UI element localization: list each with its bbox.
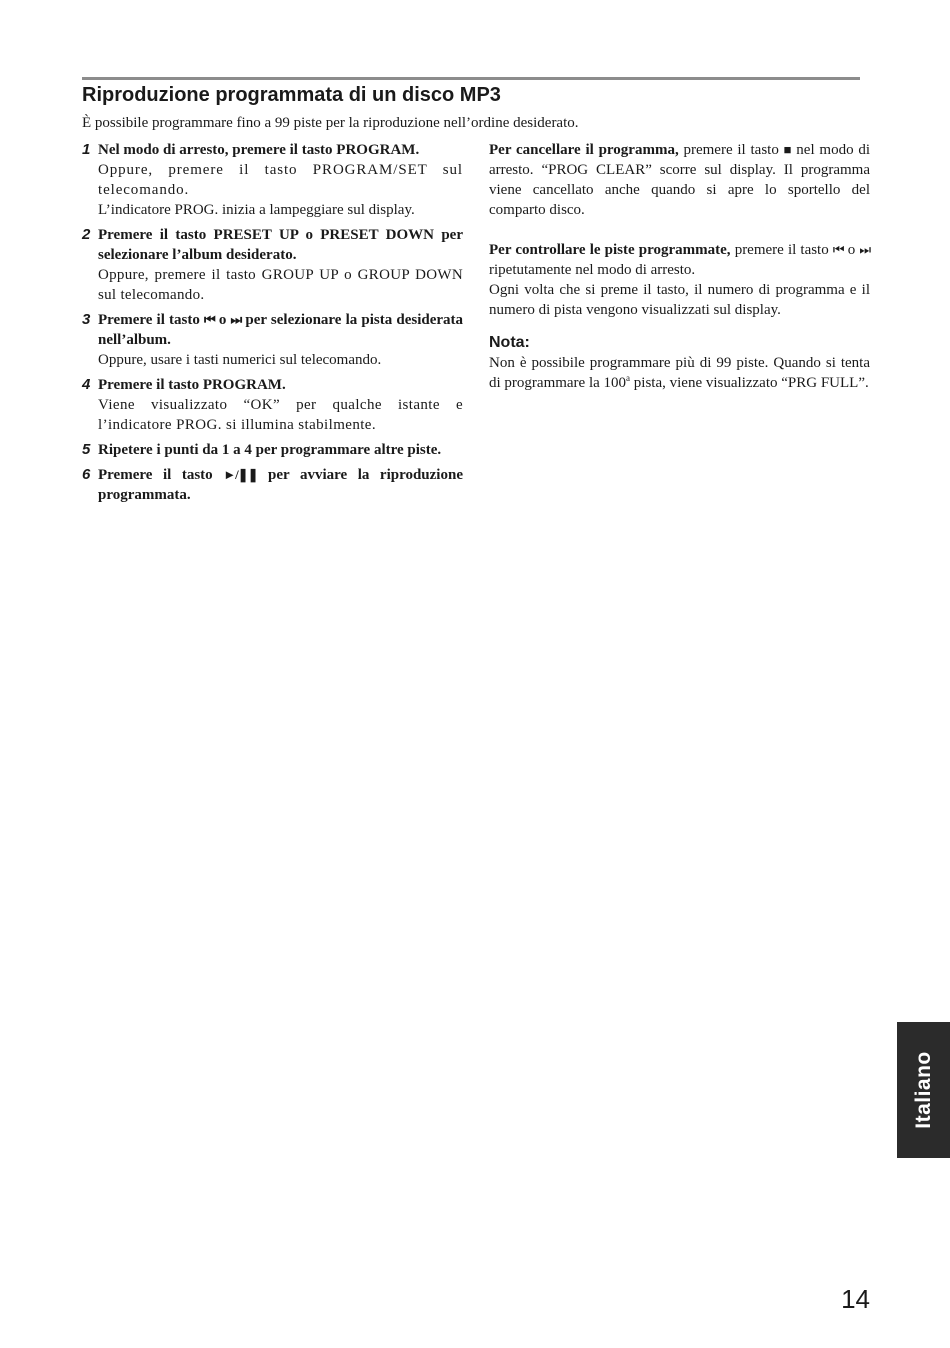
step-note: Viene visualizzato “OK” per qualche istante e l’indicatore PROG. si illumina stabilmente.	[98, 397, 463, 433]
stop-icon: ■	[783, 142, 792, 157]
instruction-text: per avviare la riproduzione programmata.	[98, 467, 463, 503]
paragraph-text: o	[847, 242, 856, 258]
paragraph-text: premere il tasto	[683, 142, 779, 158]
paragraph-text: premere il tasto	[734, 242, 829, 258]
step-number: 2	[82, 226, 91, 243]
step-number: 6	[82, 466, 91, 483]
play-pause-icon: ►/❚❚	[223, 467, 258, 482]
cancel-paragraph	[489, 140, 870, 220]
step-number: 1	[82, 141, 91, 158]
step-instruction	[98, 310, 463, 350]
step-6	[82, 465, 463, 505]
instruction-text: o	[218, 312, 227, 328]
nota-heading: Nota:	[489, 334, 530, 351]
step-number: 3	[82, 311, 91, 328]
step-number: 5	[82, 441, 91, 458]
paragraph-text: Ogni volta che si preme il tasto, il numero di programma e il numero di pista vengono visualizzati sul display.	[489, 282, 870, 318]
step-number: 4	[82, 376, 91, 393]
step-3	[82, 310, 463, 370]
step-instruction	[98, 465, 463, 505]
check-lead: Per controllare le piste programmate,	[489, 242, 731, 258]
step-instruction: Premere il tasto PROGRAM.	[98, 377, 286, 393]
intro-text: È possibile programmare fino a 99 piste per la riproduzione nell’ordine desiderato.	[82, 115, 579, 131]
header-rule	[82, 77, 860, 80]
skip-next-icon: ⏭	[859, 242, 871, 257]
step-instruction: Premere il tasto PRESET UP o PRESET DOWN per selezionare l’album desiderato.	[98, 227, 463, 263]
step-note: L’indicatore PROG. inizia a lampeggiare sul display.	[98, 202, 415, 218]
skip-previous-icon: ⏮	[204, 312, 215, 327]
instruction-text: Premere il tasto	[98, 467, 213, 483]
paragraph-text: ripetutamente nel modo di arresto.	[489, 262, 696, 278]
step-note: Oppure, premere il tasto GROUP UP o GROUP DOWN sul telecomando.	[98, 267, 463, 303]
page-number: 14	[841, 1284, 870, 1314]
ordinal-suffix: a	[626, 373, 631, 383]
check-paragraph	[489, 240, 870, 320]
language-label: Italiano	[911, 1051, 935, 1129]
step-instruction: Ripetere i punti da 1 a 4 per programmare altre piste.	[98, 442, 442, 458]
skip-next-icon: ⏭	[230, 312, 242, 327]
step-note: Oppure, premere il tasto PROGRAM/SET sul telecomando.	[98, 162, 463, 198]
paragraph-text: nel modo di arresto. “PROG CLEAR” scorre sul display. Il programma viene cancellato anche quando si apre lo sportello del comparto disco.	[489, 142, 871, 218]
paragraph-text: Non è possibile programmare più di 99 piste. Quando si tenta di programmare la 100	[489, 355, 870, 391]
step-1	[82, 140, 463, 220]
skip-previous-icon: ⏮	[832, 242, 844, 257]
notes-column	[489, 140, 870, 413]
paragraph-text: pista, viene visualizzato “PRG FULL”.	[630, 375, 869, 391]
nota-paragraph	[489, 353, 870, 393]
step-5	[82, 440, 463, 460]
step-4	[82, 375, 463, 435]
instruction-text: per selezionare la pista desiderata nell’album.	[98, 312, 464, 348]
cancel-lead: Per cancellare il programma,	[489, 142, 679, 158]
step-instruction: Nel modo di arresto, premere il tasto PROGRAM.	[98, 142, 420, 158]
steps-column	[82, 140, 463, 510]
step-2	[82, 225, 463, 305]
instruction-text: Premere il tasto	[98, 312, 200, 328]
step-note: Oppure, usare i tasti numerici sul telecomando.	[98, 352, 382, 368]
section-title: Riproduzione programmata di un disco MP3	[82, 84, 501, 106]
language-tab	[897, 1022, 950, 1158]
